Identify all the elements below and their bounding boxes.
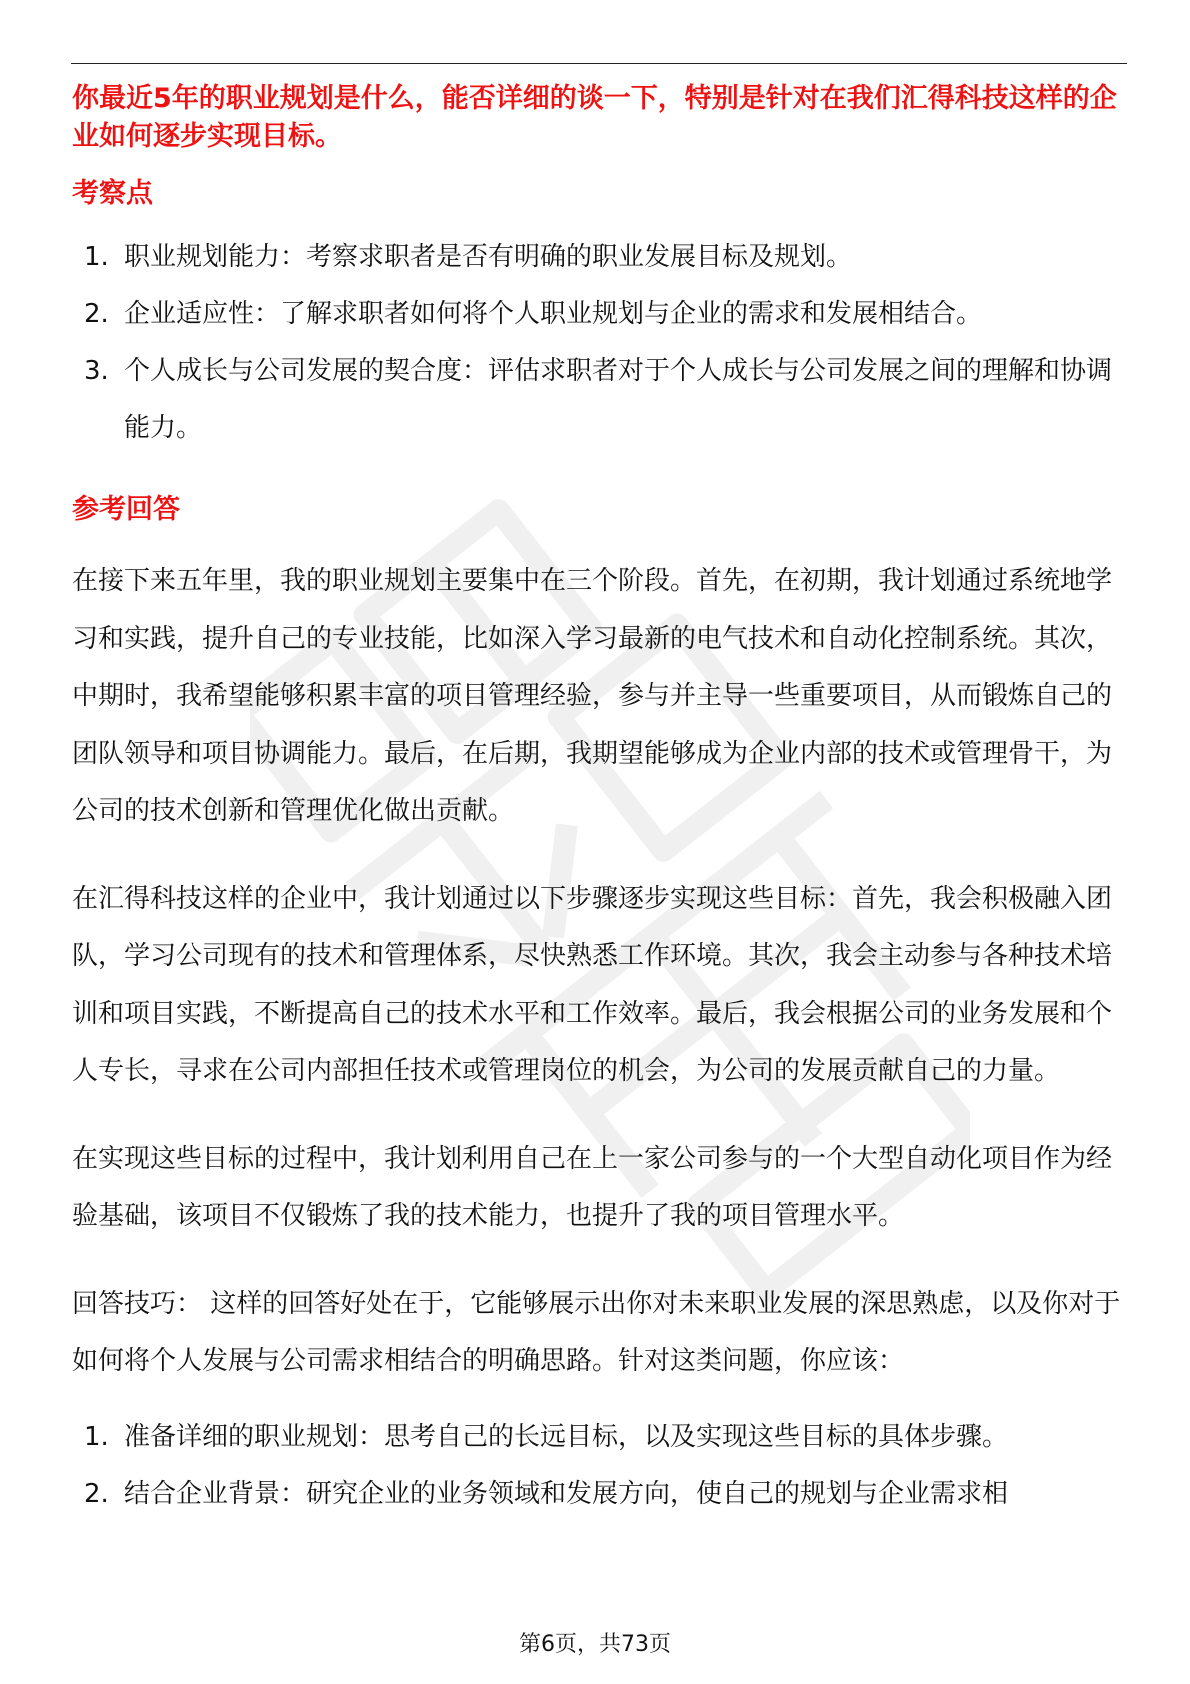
list-item-text: 个人成长与公司发展的契合度：评估求职者对于个人成长与公司发展之间的理解和协调能力。: [124, 356, 1113, 443]
list-item-number: 2.: [84, 299, 109, 329]
list-item-number: 1.: [84, 242, 109, 272]
answer-paragraph: 在汇得科技这样的企业中，我计划通过以下步骤逐步实现这些目标：首先，我会积极融入团队，学习公司现有的技术和管理体系，尽快熟悉工作环境。其次，我会主动参与各种技术培训和项目实践，不断提高自己的技术水平和工作效率。最后，我会根据公司的业务发展和个人专长，寻求在公司内部担任技术或管理岗位的机会，为公司的发展贡献自己的力量。: [72, 883, 1113, 1086]
list-item-number: 1.: [84, 1421, 109, 1452]
assessment-list: [72, 229, 1124, 457]
page-footer: 第6页，共73页: [519, 1632, 671, 1657]
list-item-number: 2.: [84, 1478, 109, 1509]
list-item: [72, 286, 1124, 343]
list-item: [72, 229, 1124, 286]
question-title: 你最近5年的职业规划是什么，能否详细的谈一下，特别是针对在我们汇得科技这样的企业如何逐步实现目标。: [72, 83, 1117, 152]
list-item-text: 结合企业背景：研究企业的业务领域和发展方向，使自己的规划与企业需求相: [124, 1478, 1009, 1509]
tips-list: [72, 1409, 1124, 1523]
answer-paragraph: 在实现这些目标的过程中，我计划利用自己在上一家公司参与的一个大型自动化项目作为经验基础，该项目不仅锻炼了我的技术能力，也提升了我的项目管理水平。: [72, 1143, 1113, 1231]
list-item-text: 企业适应性：了解求职者如何将个人职业规划与企业的需求和发展相结合。: [124, 299, 983, 329]
tips-paragraph: 回答技巧： 这样的回答好处在于，它能够展示出你对未来职业发展的深思熟虑，以及你对于如何将个人发展与公司需求相结合的明确思路。针对这类问题，你应该：: [72, 1288, 1121, 1376]
top-rule: [71, 63, 1127, 64]
list-item-text: 准备详细的职业规划：思考自己的长远目标，以及实现这些目标的具体步骤。: [124, 1421, 1009, 1452]
assessment-heading: 考察点: [72, 178, 153, 209]
answer-paragraph: 在接下来五年里，我的职业规划主要集中在三个阶段。首先，在初期，我计划通过系统地学习和实践，提升自己的专业技能，比如深入学习最新的电气技术和自动化控制系统。其次，中期时，我希望能够积累丰富的项目管理经验，参与并主导一些重要项目，从而锻炼自己的团队领导和项目协调能力。最后，在后期，我期望能够成为企业内部的技术或管理骨干，为公司的技术创新和管理优化做出贡献。: [72, 566, 1113, 826]
answer-heading: 参考回答: [72, 494, 180, 525]
list-item: [72, 1466, 1124, 1523]
list-item-text: 职业规划能力：考察求职者是否有明确的职业发展目标及规划。: [124, 242, 853, 272]
list-item: [72, 343, 1124, 457]
list-item-number: 3.: [84, 356, 109, 386]
page-content: [72, 80, 1124, 1523]
list-item: [72, 1409, 1124, 1466]
